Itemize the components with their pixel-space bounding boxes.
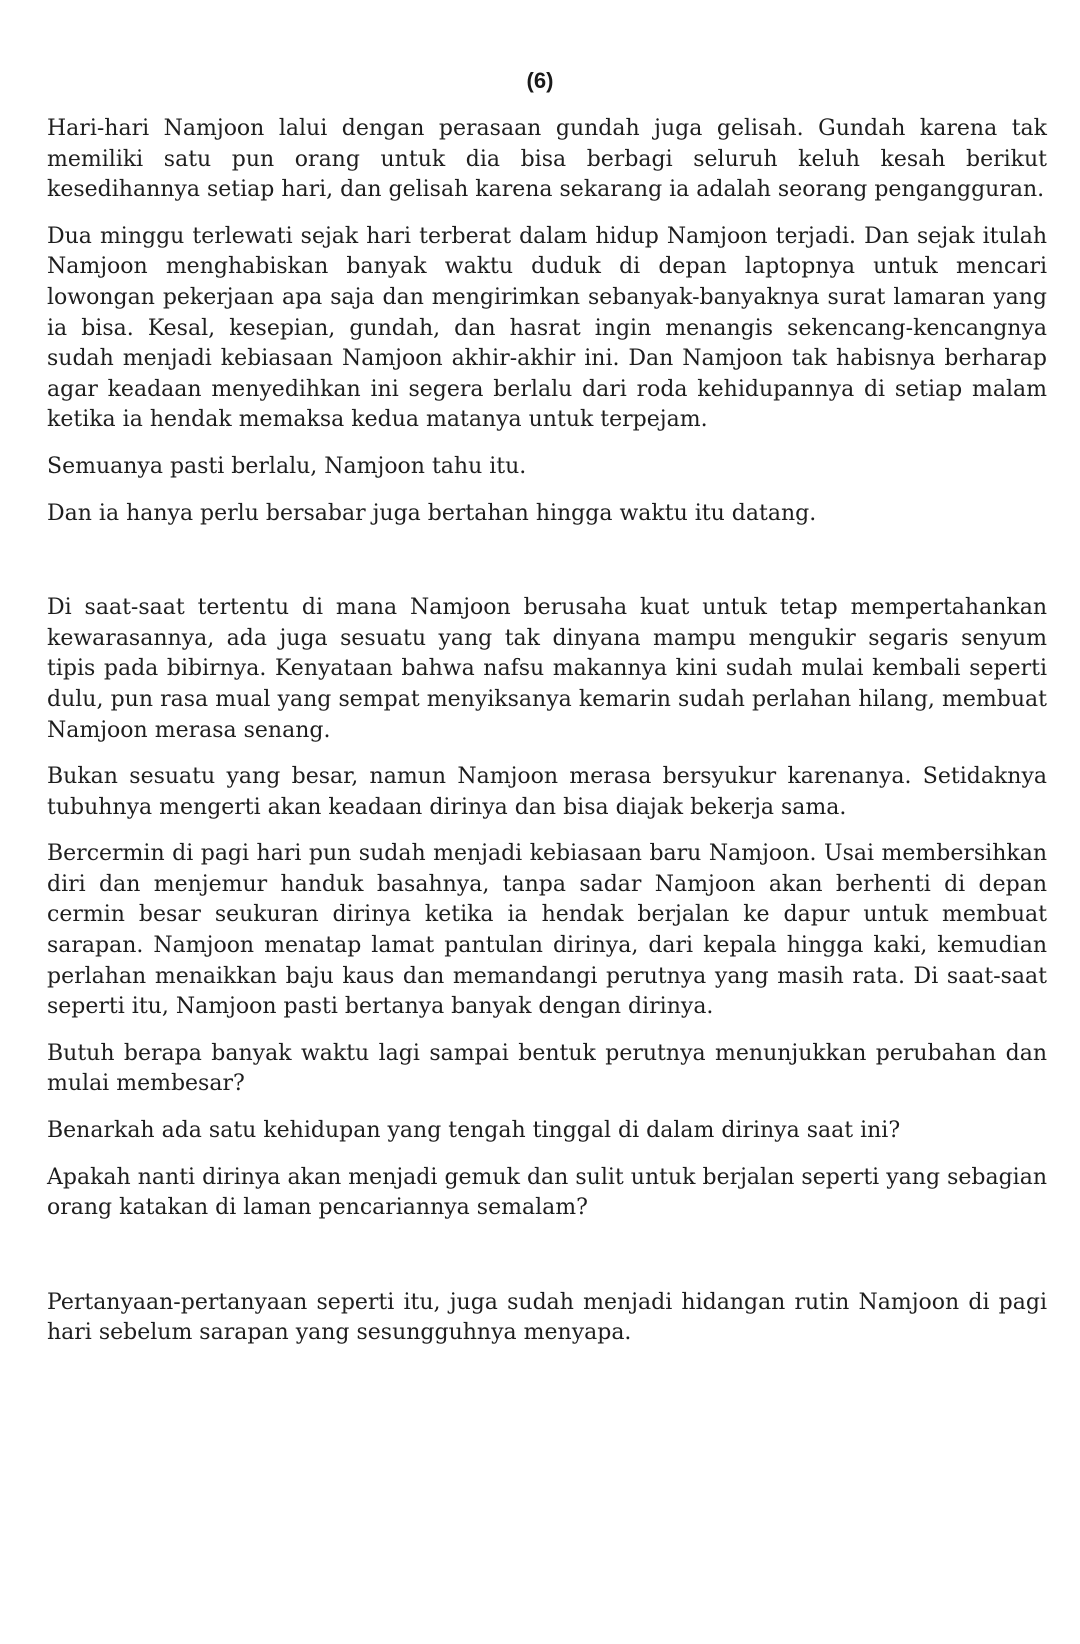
paragraph: Semuanya pasti berlalu, Namjoon tahu itu. (47, 453, 527, 479)
paragraph: Dua minggu terlewati sejak hari terberat dalam hidup Namjoon terjadi. Dan sejak itulah Namjoon menghabiskan banyak waktu duduk di depan laptopnya untuk mencari lowongan pekerjaan apa saja dan mengirimkan sebanyak-banyaknya surat lamaran yang ia bisa. Kesal, kesepian, gundah, dan hasrat ingin menangis sekencang-kencangnya sudah menjadi kebiasaan Namjoon akhir-akhir ini. Dan Namjoon tak habisnya berharap agar keadaan menyedihkan ini segera berlalu dari roda kehidupannya di setiap malam ketika ia hendak memaksa kedua matanya untuk terpejam. (47, 223, 1047, 433)
paragraph: Butuh berapa banyak waktu lagi sampai bentuk perutnya menunjukkan perubahan dan mulai membesar? (47, 1040, 1047, 1097)
paragraph: Dan ia hanya perlu bersabar juga bertahan hingga waktu itu datang. (47, 500, 817, 526)
chapter-number: (6) (526, 68, 554, 93)
paragraph: Bukan sesuatu yang besar, namun Namjoon merasa bersyukur karenanya. Setidaknya tubuhnya mengerti akan keadaan dirinya dan bisa diajak bekerja sama. (47, 764, 1047, 820)
scene-break (47, 545, 1047, 593)
story-body (47, 114, 1047, 1365)
paragraph: Bercermin di pagi hari pun sudah menjadi kebiasaan baru Namjoon. Usai membersihkan diri dan menjemur handuk basahnya, tanpa sadar Namjoon akan berhenti di depan cermin besar seukuran dirinya ketika ia hendak berjalan ke dapur untuk membuat sarapan. Namjoon menatap lamat pantulan dirinya, dari kepala hingga kaki, kemudian perlahan menaikkan baju kaus dan memandangi perutnya yang masih rata. Di saat-saat seperti itu, Namjoon pasti bertanya banyak dengan dirinya. (47, 841, 1047, 1020)
paragraph: Di saat-saat tertentu di mana Namjoon berusaha kuat untuk tetap mempertahankan kewarasannya, ada juga sesuatu yang tak dinyana mampu mengukir segaris senyum tipis pada bibirnya. Kenyataan bahwa nafsu makannya kini sudah mulai kembali seperti dulu, pun rasa mual yang sempat menyiksanya kemarin sudah perlahan hilang, membuat Namjoon merasa senang. (47, 595, 1047, 743)
paragraph: Benarkah ada satu kehidupan yang tengah tinggal di dalam dirinya saat ini? (47, 1118, 901, 1144)
scene-break (47, 1240, 1047, 1288)
paragraph: Pertanyaan-pertanyaan seperti itu, juga sudah menjadi hidangan rutin Namjoon di pagi hari sebelum sarapan yang sesungguhnya menyapa. (47, 1289, 1047, 1346)
paragraph: Hari-hari Namjoon lalui dengan perasaan gundah juga gelisah. Gundah karena tak memiliki satu pun orang untuk dia bisa berbagi seluruh keluh kesah berikut kesedihannya setiap hari, dan gelisah karena sekarang ia adalah seorang pengangguran. (47, 116, 1047, 203)
paragraph: Apakah nanti dirinya akan menjadi gemuk dan sulit untuk berjalan seperti yang sebagian orang katakan di laman pencariannya semalam? (47, 1164, 1047, 1221)
